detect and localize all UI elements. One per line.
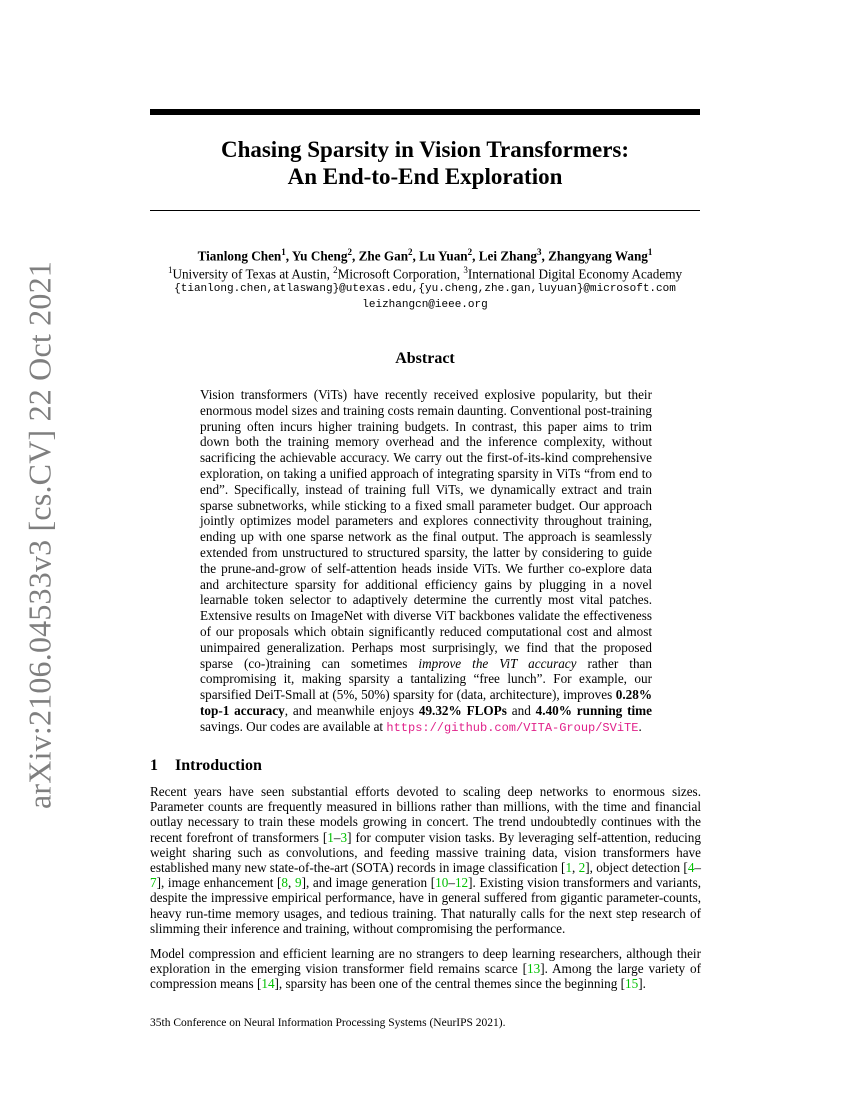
accuracy-label: top-1 accuracy xyxy=(200,702,285,718)
section-number: 1 xyxy=(150,757,158,774)
citation-link[interactable]: 14 xyxy=(261,976,275,992)
affiliation-marker: 1 xyxy=(167,265,173,275)
abstract-text: rather than compromising it, making sparsity a tantalizing “free lunch”. For example, our sparsified DeiT-Small at (5%, 50%) sparsity for (data, architecture), improves xyxy=(200,655,653,703)
paragraph-text: – xyxy=(694,860,701,876)
citation-link[interactable]: 1 xyxy=(565,860,573,876)
citation-link[interactable]: 12 xyxy=(454,875,469,891)
citation-link[interactable]: 8 xyxy=(281,875,289,891)
paragraph-text: – xyxy=(448,875,455,891)
paragraph-text: ] for computer vision tasks. By leveraging self-attention, reducing weight sharing such as convolutions, and feeding massive training data, vision transformers have established many new state-of-the-art (SOTA) records in image classification [ xyxy=(150,829,701,876)
citation-link[interactable]: 1 xyxy=(327,829,334,845)
email-line-1[interactable]: {tianlong.chen,atlaswang}@utexas.edu,{yu.cheng,zhe.gan,luyuan}@microsoft.com xyxy=(174,283,676,295)
citation-link[interactable]: 2 xyxy=(578,860,586,876)
title-bottom-rule xyxy=(150,210,700,211)
intro-paragraph-2 xyxy=(150,946,701,992)
title-line-2: An End-to-End Exploration xyxy=(287,164,563,189)
author-affiliation-marker: 1 xyxy=(281,247,286,257)
paragraph-text: Model compression and efficient learning are no strangers to deep learning researchers, although their exploration in the emerging vision transformer field remains scarce [ xyxy=(150,946,701,977)
citation-link[interactable]: 15 xyxy=(625,976,639,992)
flops-label: FLOPs xyxy=(466,702,507,718)
paragraph-text: – xyxy=(333,829,341,845)
citation-link[interactable]: 10 xyxy=(435,875,449,891)
conference-footer: 35th Conference on Neural Information Processing Systems (NeurIPS 2021). xyxy=(150,1017,506,1029)
section-title: Introduction xyxy=(175,757,262,774)
email-line-2[interactable]: leizhangcn@ieee.org xyxy=(362,299,488,311)
paragraph-text: ]. Among the large variety of compression means [ xyxy=(150,961,701,992)
arxiv-stamp: arXiv:2106.04533v3 [cs.CV] 22 Oct 2021 xyxy=(21,261,58,809)
author-name: Tianlong Chen xyxy=(197,248,282,264)
author-name: Zhe Gan xyxy=(358,248,409,264)
paragraph-text: ], and image generation [ xyxy=(301,875,436,891)
paragraph-text: ], image enhancement [ xyxy=(156,875,282,891)
affiliation-name: University of Texas at Austin xyxy=(172,266,327,282)
intro-paragraph-1 xyxy=(150,784,701,936)
abstract-body xyxy=(200,387,652,737)
time-label: running time xyxy=(571,702,653,718)
affiliation-name: International Digital Economy Academy xyxy=(467,266,683,282)
paragraph-text: ]. xyxy=(638,976,646,992)
paragraph-text: Recent years have seen substantial efforts devoted to scaling deep networks to enormous sizes. Parameter counts are frequently measured in billions rather than millions, with the time and financial outlay necessary to train these models growing in concert. The trend undoubtedly continues with the recent forefront of transformers [ xyxy=(150,784,701,845)
code-link[interactable]: https://github.com/VITA-Group/SViTE xyxy=(386,720,639,735)
title-line-1: Chasing Sparsity in Vision Transformers: xyxy=(220,137,630,162)
paragraph-text: ], sparsity has been one of the central themes since the beginning [ xyxy=(274,976,625,992)
citation-link[interactable]: 7 xyxy=(150,875,157,891)
author-name: Lu Yuan xyxy=(419,248,468,264)
abstract-text: , and meanwhile enjoys xyxy=(284,702,419,718)
author-name: Zhangyang Wang xyxy=(548,248,648,264)
paragraph-text: , xyxy=(572,860,579,876)
affiliation-name: Microsoft Corporation xyxy=(337,266,457,282)
paragraph-text: ]. Existing vision transformers and variants, despite the impressive empirical performance, have in general suffered from gigantic parameter-counts, heavy run-time memory usages, and tedious training. That naturally calls for the next step research of slimming their inference and training, without compromising the performance. xyxy=(150,875,702,936)
accuracy-value: 0.28% xyxy=(615,687,652,703)
abstract-emphasis: improve the ViT accuracy xyxy=(418,655,577,671)
abstract-text: savings. Our codes are available at xyxy=(200,718,387,734)
flops-value: 49.32% xyxy=(418,702,462,718)
author-affiliation-marker: 2 xyxy=(467,247,473,257)
time-value: 4.40% xyxy=(535,702,572,718)
paragraph-text: , xyxy=(288,875,295,891)
author-affiliation-marker: 1 xyxy=(647,247,653,257)
affiliation-marker: 2 xyxy=(333,265,338,275)
section-heading xyxy=(150,757,262,775)
author-affiliation-marker: 2 xyxy=(408,247,413,257)
citation-link[interactable]: 9 xyxy=(294,875,302,891)
abstract-text: Vision transformers (ViTs) have recently received explosive popularity, but their enormous model sizes and training costs remain daunting. Conventional post-training pruning often incurs higher training budgets. In contrast, this paper aims to trim down both the training memory overhead and the inference complexity, without sacrificing the achievable accuracy. We carry out the first-of-its-kind comprehensive exploration, on taking a unified approach of integrating sparsity in ViTs “from end to end”. Specifically, instead of training full ViTs, we dynamically extract and train sparse subnetworks, while sticking to a fixed small parameter budget. Our approach jointly optimizes model parameters and explores connectivity throughout training, ending up with one sparse network as the final output. The approach is seamlessly extended from unstructured to structured sparsity, the latter by considering to guide the prune-and-grow of self-attention heads inside ViTs. We further co-explore data and architecture sparsity for additional efficiency gains by plugging in a novel learnable token selector to adaptively determine the currently most vital patches. Extensive results on ImageNet with diverse ViT backbones validate the effectiveness of our proposals which obtain significantly reduced computational cost and almost unimpaired generalization. Perhaps most surprisingly, we find that the proposed sparse (co-)training can sometimes xyxy=(200,387,652,671)
paragraph-text: ], object detection [ xyxy=(585,860,688,876)
abstract-heading: Abstract xyxy=(395,350,455,367)
affiliation-marker: 3 xyxy=(463,265,468,275)
author-name: Lei Zhang xyxy=(478,248,537,264)
affiliation-list: $^1$University of Texas at Austin, $^2$Microsoft Corporation, $^3$International Digital Economy Academy xyxy=(167,265,683,282)
author-list: Tianlong Chen$^1$, Yu Cheng$^2$, Zhe Gan$^2$, Lu Yuan$^2$, Lei Zhang$^3$, Zhangyang Wang$^1$ xyxy=(197,247,653,264)
author-affiliation-marker: 2 xyxy=(347,247,352,257)
paper-title xyxy=(150,136,700,190)
citation-link[interactable]: 4 xyxy=(687,860,695,876)
abstract-text: and xyxy=(506,702,536,718)
citation-link[interactable]: 13 xyxy=(527,961,541,977)
title-top-rule xyxy=(150,109,700,115)
citation-link[interactable]: 3 xyxy=(340,829,348,845)
abstract-text: . xyxy=(638,718,642,734)
author-affiliation-marker: 3 xyxy=(537,247,542,257)
author-name: Yu Cheng xyxy=(291,248,348,264)
